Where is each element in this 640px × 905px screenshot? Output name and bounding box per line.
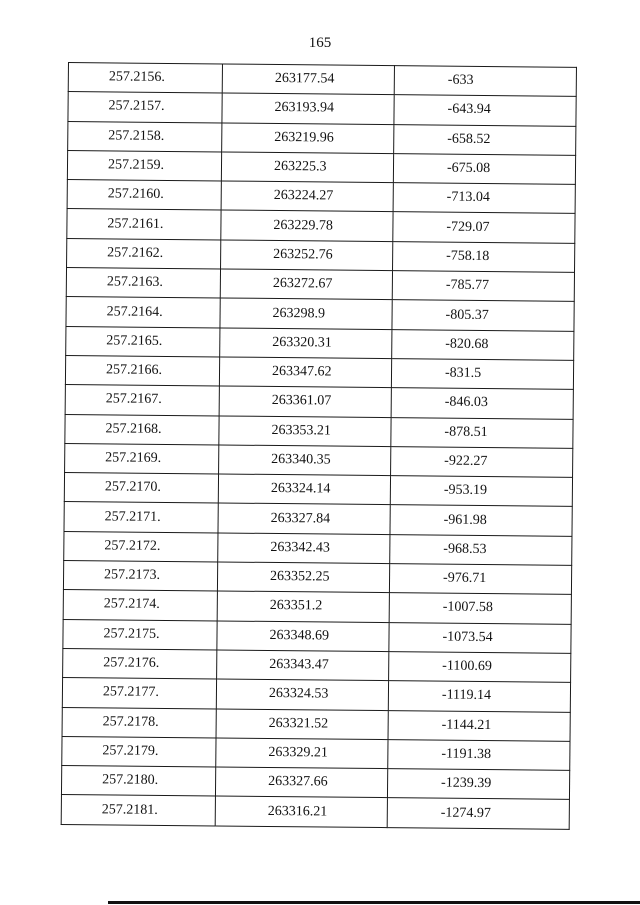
x-coordinate-cell: 263324.53 (216, 679, 388, 710)
point-number-cell: 257.2159. (67, 150, 221, 181)
y-coordinate-cell: -846.03 (391, 388, 573, 419)
x-coordinate-cell: 263361.07 (219, 386, 391, 417)
x-coordinate-cell: 263342.43 (218, 533, 390, 564)
point-number-cell: 257.2170. (64, 473, 218, 504)
x-coordinate-cell: 263340.35 (219, 445, 391, 476)
point-number-cell: 257.2160. (67, 180, 221, 211)
x-coordinate-cell: 263252.76 (221, 240, 393, 271)
x-coordinate-cell: 263329.21 (216, 738, 388, 769)
y-coordinate-cell: -805.37 (392, 300, 574, 331)
point-number-cell: 257.2177. (62, 678, 216, 709)
point-number-cell: 257.2169. (65, 443, 219, 474)
point-number-cell: 257.2156. (68, 63, 222, 94)
point-number-cell: 257.2162. (67, 238, 221, 269)
point-number-cell: 257.2176. (63, 648, 217, 679)
x-coordinate-cell: 263321.52 (216, 708, 388, 739)
x-coordinate-cell: 263353.21 (219, 416, 391, 447)
y-coordinate-cell: -758.18 (393, 241, 575, 272)
point-number-cell: 257.2163. (66, 268, 220, 299)
x-coordinate-cell: 263316.21 (215, 796, 387, 827)
point-number-cell: 257.2172. (64, 531, 218, 562)
y-coordinate-cell: -1191.38 (388, 739, 570, 770)
y-coordinate-cell: -953.19 (390, 476, 572, 507)
y-coordinate-cell: -968.53 (390, 534, 572, 565)
x-coordinate-cell: 263327.84 (218, 503, 390, 534)
y-coordinate-cell: -1007.58 (389, 593, 571, 624)
y-coordinate-cell: -878.51 (391, 417, 573, 448)
x-coordinate-cell: 263320.31 (220, 328, 392, 359)
point-number-cell: 257.2157. (68, 92, 222, 123)
y-coordinate-cell: -831.5 (391, 359, 573, 390)
point-number-cell: 257.2178. (62, 707, 216, 738)
page-number: 165 (308, 35, 332, 51)
x-coordinate-cell: 263327.66 (215, 767, 387, 798)
x-coordinate-cell: 263219.96 (222, 123, 394, 154)
y-coordinate-cell: -713.04 (393, 183, 575, 214)
y-coordinate-cell: -675.08 (393, 154, 575, 185)
point-number-cell: 257.2165. (66, 326, 220, 357)
point-number-cell: 257.2179. (62, 736, 216, 767)
y-coordinate-cell: -976.71 (389, 564, 571, 595)
x-coordinate-cell: 263177.54 (222, 64, 394, 95)
y-coordinate-cell: -820.68 (392, 329, 574, 360)
point-number-cell: 257.2166. (65, 355, 219, 386)
table-row (61, 795, 569, 829)
x-coordinate-cell: 263225.3 (221, 152, 393, 183)
point-number-cell: 257.2173. (63, 561, 217, 592)
point-number-cell: 257.2174. (63, 590, 217, 621)
point-number-cell: 257.2164. (66, 297, 220, 328)
point-number-cell: 257.2180. (61, 766, 215, 797)
y-coordinate-cell: -1073.54 (389, 622, 571, 653)
y-coordinate-cell: -1274.97 (387, 798, 569, 829)
point-number-cell: 257.2171. (64, 502, 218, 533)
point-number-cell: 257.2175. (63, 619, 217, 650)
point-number-cell: 257.2167. (65, 385, 219, 416)
table-body (61, 63, 576, 830)
point-number-cell: 257.2158. (68, 121, 222, 152)
x-coordinate-cell: 263351.2 (217, 591, 389, 622)
y-coordinate-cell: -729.07 (393, 212, 575, 243)
coordinates-table (61, 62, 577, 830)
x-coordinate-cell: 263324.14 (218, 474, 390, 505)
x-coordinate-cell: 263343.47 (217, 650, 389, 681)
coordinates-table-container (61, 62, 576, 830)
point-number-cell: 257.2181. (61, 795, 215, 826)
x-coordinate-cell: 263229.78 (221, 210, 393, 241)
y-coordinate-cell: -1239.39 (387, 769, 569, 800)
x-coordinate-cell: 263272.67 (220, 269, 392, 300)
y-coordinate-cell: -633 (394, 66, 576, 97)
bottom-border-line (108, 901, 640, 904)
x-coordinate-cell: 263352.25 (217, 562, 389, 593)
x-coordinate-cell: 263224.27 (221, 181, 393, 212)
y-coordinate-cell: -922.27 (391, 446, 573, 477)
y-coordinate-cell: -785.77 (392, 271, 574, 302)
x-coordinate-cell: 263298.9 (220, 298, 392, 329)
x-coordinate-cell: 263347.62 (219, 357, 391, 388)
y-coordinate-cell: -643.94 (394, 95, 576, 126)
y-coordinate-cell: -658.52 (394, 124, 576, 155)
y-coordinate-cell: -961.98 (390, 505, 572, 536)
x-coordinate-cell: 263193.94 (222, 93, 394, 124)
y-coordinate-cell: -1119.14 (388, 681, 570, 712)
x-coordinate-cell: 263348.69 (217, 621, 389, 652)
y-coordinate-cell: -1100.69 (389, 652, 571, 683)
y-coordinate-cell: -1144.21 (388, 710, 570, 741)
point-number-cell: 257.2168. (65, 414, 219, 445)
point-number-cell: 257.2161. (67, 209, 221, 240)
